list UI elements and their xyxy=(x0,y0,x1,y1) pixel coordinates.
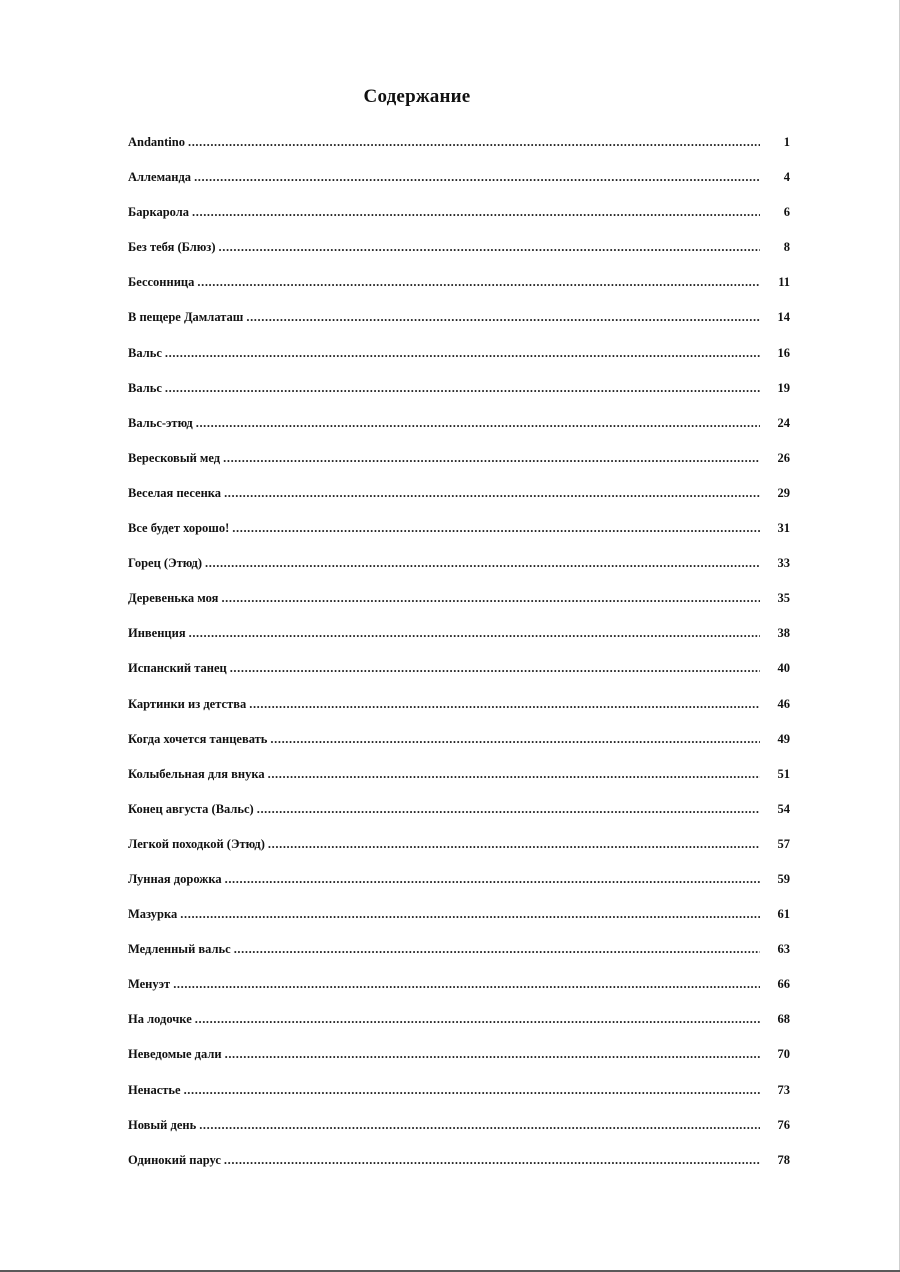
toc-entry-title: Вальс xyxy=(128,345,162,360)
toc-dot-leader xyxy=(225,869,760,889)
toc-entry-page-number: 33 xyxy=(777,556,790,571)
toc-entry-title: На лодочке xyxy=(128,1012,192,1027)
toc-entry-page-number: 8 xyxy=(783,240,790,255)
toc-entry-title: Вересковый мед xyxy=(128,450,221,465)
toc-entry xyxy=(128,623,790,658)
toc-dot-leader xyxy=(180,904,760,924)
toc-entry xyxy=(128,378,790,413)
toc-dot-leader xyxy=(195,1009,760,1029)
toc-dot-leader xyxy=(246,307,760,327)
toc-entry xyxy=(128,202,790,237)
toc-entry-page-number: 35 xyxy=(777,591,790,606)
toc-entry-page-number: 31 xyxy=(777,521,790,536)
toc-entry-page-number: 51 xyxy=(777,766,790,781)
toc-entry-title: Неведомые дали xyxy=(128,1047,222,1062)
toc-entry-title: Ненастье xyxy=(128,1082,181,1097)
toc-entry xyxy=(128,272,790,307)
toc-dot-leader xyxy=(165,343,760,363)
toc-entry xyxy=(128,518,790,553)
toc-entry-page-number: 59 xyxy=(777,871,790,886)
toc-entry-title: Медленный вальс xyxy=(128,942,231,957)
toc-entry xyxy=(128,1115,790,1150)
toc-dot-leader xyxy=(194,167,760,187)
toc-dot-leader xyxy=(224,1150,760,1170)
toc-entry-title: Легкой походкой (Этюд) xyxy=(128,836,265,851)
toc-entry xyxy=(128,834,790,869)
page-title: Содержание xyxy=(363,86,471,107)
toc-dot-leader xyxy=(205,553,760,573)
toc-entry xyxy=(128,764,790,799)
toc-entry-title: Инвенция xyxy=(128,626,186,641)
toc-entry-page-number: 19 xyxy=(777,380,790,395)
toc-entry-title: Деревенька моя xyxy=(128,591,219,606)
toc-dot-leader xyxy=(165,378,760,398)
toc-entry xyxy=(128,869,790,904)
toc-entry-title: Все будет хорошо! xyxy=(128,521,230,536)
toc-entry-page-number: 24 xyxy=(777,415,790,430)
toc-entry xyxy=(128,658,790,693)
toc-entry xyxy=(128,588,790,623)
toc-entry xyxy=(128,1150,790,1185)
toc-entry xyxy=(128,483,790,518)
toc-entry-title: Менуэт xyxy=(128,977,171,992)
toc-entry xyxy=(128,904,790,939)
toc-entry xyxy=(128,939,790,974)
toc-dot-leader xyxy=(221,588,760,608)
toc-entry xyxy=(128,237,790,272)
toc-entry-page-number: 11 xyxy=(778,275,790,290)
toc-entry-title: Когда хочется танцевать xyxy=(128,731,268,746)
toc-entry-page-number: 4 xyxy=(783,170,790,185)
toc-entry xyxy=(128,694,790,729)
toc-dot-leader xyxy=(192,202,760,222)
toc-entry-title: Веселая песенка xyxy=(128,485,222,500)
toc-entry-title: Картинки из детства xyxy=(128,696,247,711)
toc-entry xyxy=(128,167,790,202)
toc-entry-page-number: 76 xyxy=(777,1117,790,1132)
toc-entry-page-number: 6 xyxy=(783,205,790,220)
toc-entry-page-number: 54 xyxy=(777,801,790,816)
toc-entry-title: Бессонница xyxy=(128,275,195,290)
toc-entry xyxy=(128,307,790,342)
toc-entry-title: В пещере Дамлаташ xyxy=(128,310,244,325)
toc-dot-leader xyxy=(268,834,760,854)
toc-entry-page-number: 14 xyxy=(777,310,790,325)
toc-entry-title: Колыбельная для внука xyxy=(128,766,265,781)
toc-dot-leader xyxy=(196,413,760,433)
table-of-contents xyxy=(128,132,790,1185)
toc-entry-title: Испанский танец xyxy=(128,661,227,676)
toc-entry-page-number: 66 xyxy=(777,977,790,992)
toc-entry-title: Конец августа (Вальс) xyxy=(128,801,254,816)
toc-entry xyxy=(128,448,790,483)
toc-entry-page-number: 38 xyxy=(777,626,790,641)
toc-dot-leader xyxy=(199,1115,760,1135)
toc-dot-leader xyxy=(268,764,760,784)
toc-dot-leader xyxy=(197,272,760,292)
toc-entry-page-number: 61 xyxy=(777,907,790,922)
toc-entry-title: Andantino xyxy=(128,135,185,149)
toc-entry xyxy=(128,1080,790,1115)
toc-entry-page-number: 73 xyxy=(777,1082,790,1097)
toc-entry-page-number: 78 xyxy=(777,1152,790,1167)
toc-entry-page-number: 1 xyxy=(783,135,790,149)
toc-dot-leader xyxy=(184,1080,760,1100)
toc-dot-leader xyxy=(189,623,760,643)
toc-dot-leader xyxy=(225,1044,760,1064)
toc-dot-leader xyxy=(257,799,760,819)
toc-entry-page-number: 29 xyxy=(777,485,790,500)
toc-entry-page-number: 57 xyxy=(777,836,790,851)
toc-entry-title: Одинокий парус xyxy=(128,1152,221,1167)
toc-dot-leader xyxy=(223,448,760,468)
toc-dot-leader xyxy=(232,518,760,538)
toc-entry xyxy=(128,974,790,1009)
toc-entry-title: Мазурка xyxy=(128,907,178,922)
toc-dot-leader xyxy=(270,729,760,749)
toc-entry-page-number: 68 xyxy=(777,1012,790,1027)
toc-entry-page-number: 16 xyxy=(777,345,790,360)
toc-dot-leader xyxy=(249,694,760,714)
toc-entry xyxy=(128,553,790,588)
toc-entry-title: Без тебя (Блюз) xyxy=(128,240,216,255)
toc-entry xyxy=(128,729,790,764)
toc-entry-title: Аллеманда xyxy=(128,170,192,185)
toc-entry-page-number: 49 xyxy=(777,731,790,746)
toc-dot-leader xyxy=(188,132,760,152)
toc-entry-title: Вальс-этюд xyxy=(128,415,193,430)
toc-entry-title: Горец (Этюд) xyxy=(128,556,203,571)
toc-entry xyxy=(128,343,790,378)
toc-entry-page-number: 70 xyxy=(777,1047,790,1062)
toc-entry-title: Новый день xyxy=(128,1117,197,1132)
toc-entry xyxy=(128,132,790,167)
toc-entry-title: Лунная дорожка xyxy=(128,871,222,886)
toc-entry-page-number: 63 xyxy=(777,942,790,957)
toc-entry-page-number: 46 xyxy=(777,696,790,711)
toc-dot-leader xyxy=(219,237,761,257)
toc-entry-title: Баркарола xyxy=(128,205,190,220)
toc-entry-page-number: 40 xyxy=(777,661,790,676)
toc-entry xyxy=(128,1044,790,1079)
toc-entry xyxy=(128,799,790,834)
toc-dot-leader xyxy=(224,483,760,503)
toc-entry xyxy=(128,413,790,448)
toc-dot-leader xyxy=(230,658,760,678)
toc-entry xyxy=(128,1009,790,1044)
toc-entry-title: Вальс xyxy=(128,380,162,395)
toc-entry-page-number: 26 xyxy=(777,450,790,465)
toc-dot-leader xyxy=(173,974,760,994)
toc-dot-leader xyxy=(234,939,760,959)
